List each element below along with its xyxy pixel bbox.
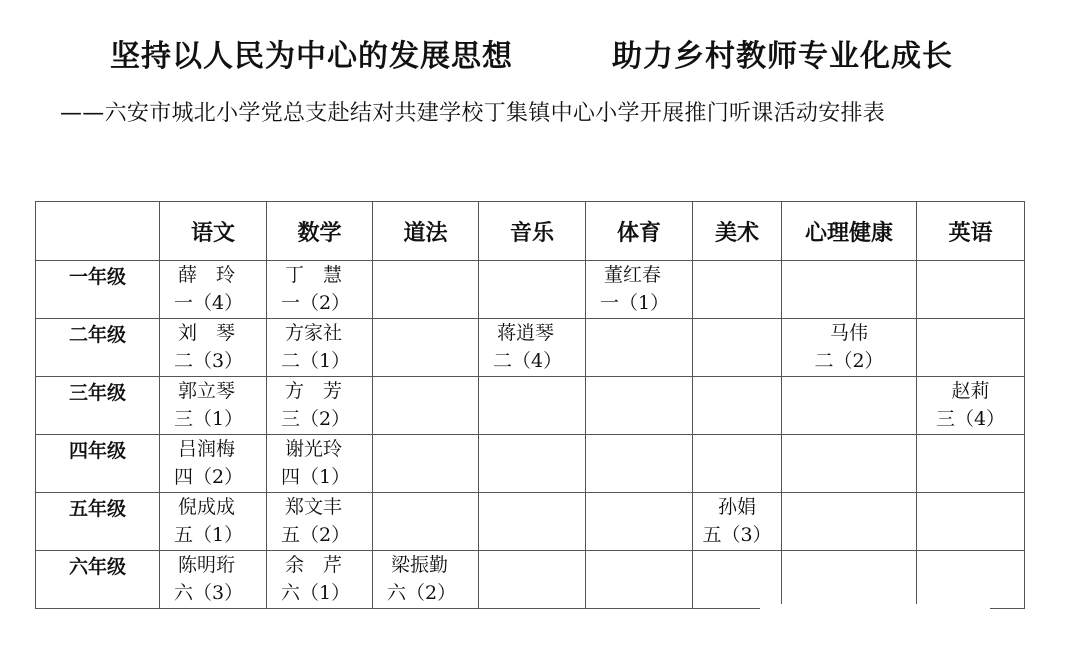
grade-label: 六年级 xyxy=(36,551,160,609)
table-cell xyxy=(160,261,267,319)
teacher-name: 谢光玲 xyxy=(285,438,343,460)
class-label: 四（2） xyxy=(174,466,244,488)
table-cell xyxy=(267,551,373,609)
table-cell xyxy=(267,319,373,377)
class-label: 一（1） xyxy=(600,292,670,314)
table-cell xyxy=(693,377,782,435)
table-cell xyxy=(917,261,1025,319)
grade-label: 五年级 xyxy=(36,493,160,551)
teacher-name: 孙娟 xyxy=(717,496,756,518)
header-art: 美术 xyxy=(693,202,782,261)
table-cell xyxy=(267,261,373,319)
teacher-name: 倪成成 xyxy=(178,496,236,518)
document-subtitle: ——六安市城北小学党总支赴结对共建学校丁集镇中心小学开展推门听课活动安排表 xyxy=(60,101,886,126)
teacher-name: 董红春 xyxy=(604,264,662,286)
table-cell xyxy=(267,493,373,551)
table-cell xyxy=(693,319,782,377)
class-label: 六（2） xyxy=(387,582,457,604)
table-cell xyxy=(917,435,1025,493)
table-cell xyxy=(373,377,479,435)
header-chinese: 语文 xyxy=(160,202,267,261)
table-cell xyxy=(479,493,586,551)
table-cell xyxy=(917,493,1025,551)
table-row xyxy=(36,493,1025,551)
table-cell xyxy=(479,261,586,319)
teacher-name: 陈明珩 xyxy=(178,554,236,576)
table-cell xyxy=(586,261,693,319)
table-cell xyxy=(782,435,917,493)
table-cell xyxy=(782,493,917,551)
teacher-name: 郑文丰 xyxy=(285,496,343,518)
header-row xyxy=(36,202,1025,261)
title-left: 坚持以人民为中心的发展思想 xyxy=(110,39,513,74)
table-cell xyxy=(782,377,917,435)
table-cell xyxy=(479,319,586,377)
teacher-name: 丁 慧 xyxy=(285,264,343,286)
table-row xyxy=(36,377,1025,435)
table-cell xyxy=(693,261,782,319)
table-row xyxy=(36,551,1025,609)
table-cell xyxy=(693,551,782,609)
class-label: 五（3） xyxy=(702,524,772,546)
table-cell xyxy=(693,493,782,551)
document-title xyxy=(0,34,1080,80)
table-cell xyxy=(160,493,267,551)
table-cell xyxy=(373,261,479,319)
class-label: 三（1） xyxy=(174,408,244,430)
table-row xyxy=(36,435,1025,493)
schedule-table xyxy=(35,201,1025,609)
table-cell xyxy=(479,551,586,609)
table-cell xyxy=(782,551,917,609)
corner-cell xyxy=(36,202,160,261)
teacher-name: 方家社 xyxy=(285,322,343,344)
teacher-name: 吕润梅 xyxy=(178,438,236,460)
table-cell xyxy=(586,435,693,493)
table-cell xyxy=(586,319,693,377)
grade-label: 三年级 xyxy=(36,377,160,435)
teacher-name: 马伟 xyxy=(829,322,868,344)
table-cell xyxy=(160,377,267,435)
teacher-name: 梁振勤 xyxy=(391,554,449,576)
teacher-name: 蒋逍琴 xyxy=(497,322,555,344)
class-label: 四（1） xyxy=(281,466,351,488)
table-cell xyxy=(267,377,373,435)
table-cell xyxy=(267,435,373,493)
table-cell xyxy=(586,377,693,435)
table-cell xyxy=(160,551,267,609)
table-row xyxy=(36,261,1025,319)
grade-label: 二年级 xyxy=(36,319,160,377)
table-row xyxy=(36,319,1025,377)
header-math: 数学 xyxy=(267,202,373,261)
class-label: 一（2） xyxy=(281,292,351,314)
table-cell xyxy=(782,261,917,319)
header-morality-law: 道法 xyxy=(373,202,479,261)
table-cell xyxy=(782,319,917,377)
class-label: 二（3） xyxy=(174,350,244,372)
class-label: 二（4） xyxy=(493,350,563,372)
teacher-name: 薛 玲 xyxy=(178,264,236,286)
grade-label: 四年级 xyxy=(36,435,160,493)
table-cell xyxy=(479,435,586,493)
class-label: 三（4） xyxy=(935,408,1006,430)
teacher-name: 余 芹 xyxy=(285,554,343,576)
header-english: 英语 xyxy=(917,202,1025,261)
table-cell xyxy=(693,435,782,493)
table-cell xyxy=(373,319,479,377)
table-cell xyxy=(160,319,267,377)
class-label: 五（1） xyxy=(174,524,244,546)
teacher-name: 方 芳 xyxy=(285,380,343,402)
title-right: 助力乡村教师专业化成长 xyxy=(612,39,953,74)
teacher-name: 郭立琴 xyxy=(178,380,236,402)
class-label: 三（2） xyxy=(281,408,351,430)
class-label: 二（1） xyxy=(281,350,351,372)
class-label: 五（2） xyxy=(281,524,351,546)
table-cell xyxy=(586,493,693,551)
table-cell xyxy=(586,551,693,609)
table-cell xyxy=(373,493,479,551)
table-cell xyxy=(917,551,1025,609)
class-label: 六（3） xyxy=(174,582,244,604)
table-cell xyxy=(373,551,479,609)
teacher-name: 赵莉 xyxy=(951,380,990,402)
grade-label: 一年级 xyxy=(36,261,160,319)
class-label: 六（1） xyxy=(281,582,351,604)
teacher-name: 刘 琴 xyxy=(178,322,236,344)
header-pe: 体育 xyxy=(586,202,693,261)
watermark-mask xyxy=(760,604,990,614)
table-cell xyxy=(917,377,1025,435)
table-cell xyxy=(373,435,479,493)
header-mental-health: 心理健康 xyxy=(782,202,917,261)
header-music: 音乐 xyxy=(479,202,586,261)
table-cell xyxy=(917,319,1025,377)
table-cell xyxy=(160,435,267,493)
class-label: 二（2） xyxy=(814,350,884,372)
class-label: 一（4） xyxy=(174,292,244,314)
table-cell xyxy=(479,377,586,435)
